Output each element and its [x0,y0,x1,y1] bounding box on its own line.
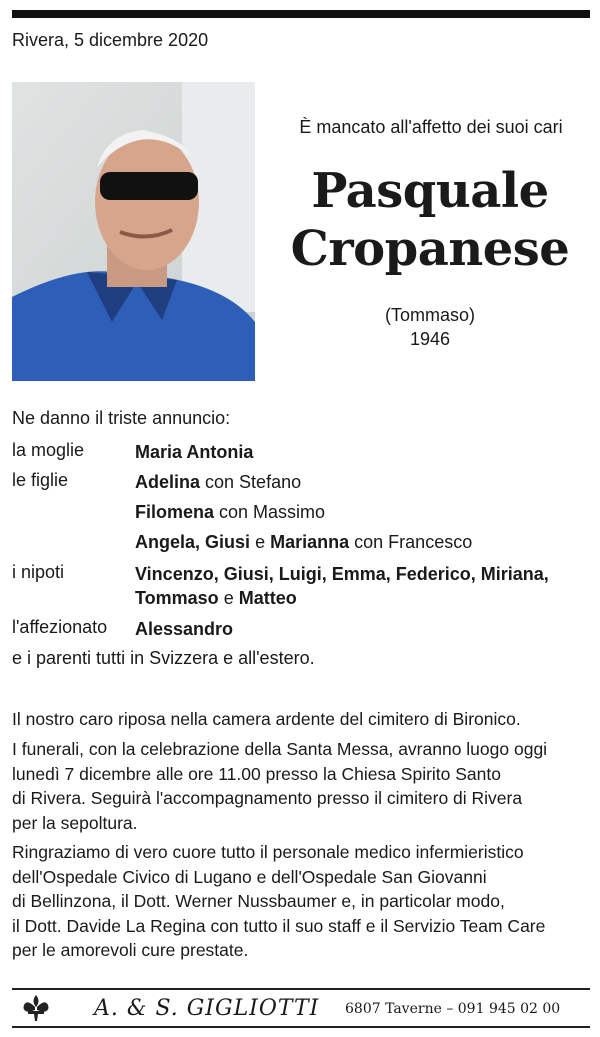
wife-label: la moglie [12,440,85,460]
resting-place-paragraph: Il nostro caro riposa nella camera ardente del cimitero di Bironico. [12,709,521,729]
portrait-photo [12,82,255,381]
spouse-text: con Massimo [219,502,326,522]
funeral-line: di Rivera. Seguirà l'accompagnamento presso il cimitero di Rivera [12,788,523,808]
wife-name-text: Maria Antonia [135,442,254,462]
daughter-row [135,500,575,524]
grandchild-name: Matteo [238,588,297,608]
spouse-text: con Stefano [205,472,302,492]
footer-bottom-rule [12,1026,590,1028]
thanks-line: per le amorevoli cure prestate. [12,940,249,960]
daughter-name: Giusi [205,532,251,552]
wife-name [135,440,575,464]
thanks-line: di Bellinzona, il Dott. Werner Nussbaumer e, in particolar modo, [12,891,505,911]
grandchildren-label: i nipoti [12,562,65,582]
grandchild-name: Tommaso [135,588,219,608]
and-text: e [223,588,234,608]
deceased-first-name: Pasquale [311,163,549,219]
deceased-nickname: (Tommaso) [384,305,475,325]
spouse-text: con Francesco [354,532,473,552]
deceased-details [330,303,530,351]
affectionate-name [135,617,575,641]
notice-intro: È mancato all'affetto dei suoi cari [299,117,563,137]
affectionate-label: l'affezionato [12,617,108,637]
funeral-line: lunedì 7 dicembre alle ore 11.00 presso la Chiesa Spirito Santo [12,763,501,784]
thanks-paragraph [12,840,592,963]
place-date: Rivera, 5 dicembre 2020 [12,30,209,50]
daughter-row [135,470,575,494]
announce-line: Ne danno il triste annuncio: [12,408,231,428]
daughters-label: le figlie [12,470,69,490]
deceased-birth-year: 1946 [409,329,451,349]
top-rule [12,10,590,18]
daughter-name: Adelina [135,472,201,492]
daughter-name: Filomena [135,502,215,522]
deceased-last-name: Cropanese [290,221,570,277]
portrait-illustration [12,82,255,381]
comma-text: , [195,532,201,552]
thanks-line: il Dott. Davide La Regina con tutto il suo staff e il Servizio Team Care [12,915,546,936]
footer-top-rule [12,988,590,990]
funeral-home-name: A. & S. GIGLIOTTI [94,996,320,1021]
affectionate-name-text: Alessandro [135,619,234,639]
daughter-name: Marianna [270,532,350,552]
grandchildren-names [135,562,575,610]
grandchildren-line1: Vincenzo, Giusi, Luigi, Emma, Federico, Miriana, [135,564,549,584]
thanks-line: Ringraziamo di vero cuore tutto il personale medico infermieristico [12,842,524,862]
and-text: e [255,532,266,552]
funeral-home-contact: 6807 Taverne – 091 945 02 00 [345,1001,561,1017]
funeral-line: I funerali, con la celebrazione della Santa Messa, avranno luogo oggi [12,739,548,759]
fleur-de-lis-icon [22,993,50,1023]
other-relatives: e i parenti tutti in Svizzera e all'estero. [12,648,315,668]
funeral-paragraph [12,737,592,835]
daughter-row [135,530,575,554]
funeral-line: per la sepoltura. [12,812,138,833]
daughter-name: Angela [135,532,196,552]
deceased-name [280,162,580,278]
thanks-line: dell'Ospedale Civico di Lugano e dell'Ospedale San Giovanni [12,866,487,887]
